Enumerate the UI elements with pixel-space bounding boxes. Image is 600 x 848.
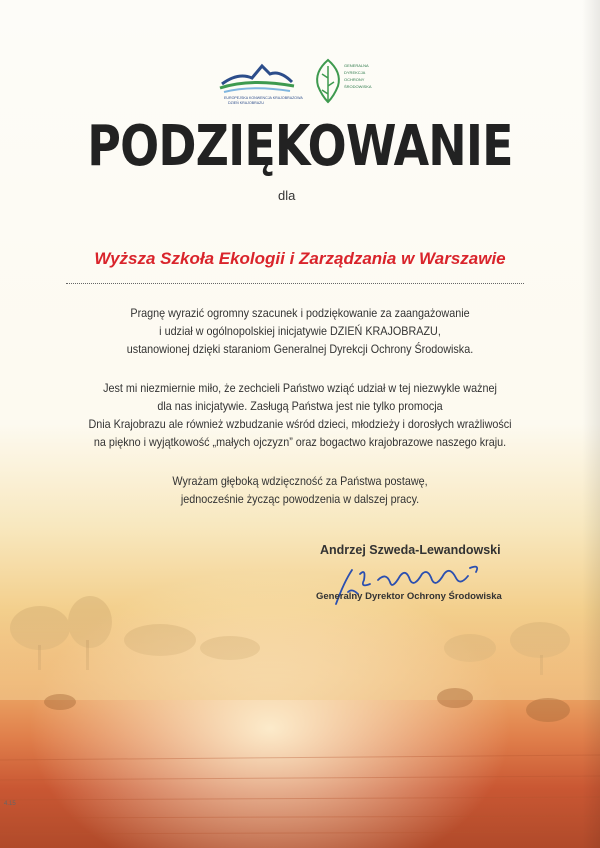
paragraph-3 [58, 473, 542, 509]
mountain-landscape-icon [220, 66, 294, 92]
recipient-name: Wyższa Szkoła Ekologii i Zarządzania w Warszawie [94, 249, 506, 268]
signer-name: Andrzej Szweda-Lewandowski [320, 543, 501, 557]
paragraph-line: jednocześnie życząc powodzenia w dalszej pracy. [180, 493, 420, 506]
leaf-icon [317, 60, 339, 102]
left-logo-line-1: EUROPEJSKA KONWENCJA KRAJOBRAZOWA [224, 96, 303, 100]
left-logo-line-2: DZIEŃ KRAJOBRAZU [228, 101, 264, 105]
right-logo-line-1: GENERALNA [344, 63, 369, 68]
handwritten-signature [330, 562, 490, 612]
right-logo-line-4: ŚRODOWISKA [344, 84, 372, 89]
margin-mark: 4.15 [4, 801, 16, 807]
paragraph-line: na piękno i wyjątkowość „małych ojczyzn” oraz bogactwo krajobrazowe naszego kraju. [93, 436, 507, 449]
paragraph-line: dla nas inicjatywie. Zasługą Państwa jest nie tylko promocja [157, 400, 443, 413]
paragraph-line: Jest mi niezmiernie miło, że zechcieli Państwo wziąć udział w tej niezwykle ważnej [103, 382, 497, 395]
signer-position: Generalny Dyrektor Ochrony Środowiska [316, 591, 502, 602]
subtitle-for: dla [278, 188, 296, 203]
paragraph-line: Pragnę wyrazić ogromny szacunek i podziękowanie za zaangażowanie [130, 307, 470, 320]
paragraph-line: ustanowionej dzięki staraniom Generalnej Dyrekcji Ochrony Środowiska. [126, 343, 474, 356]
paragraph-line: i udział w ogólnopolskiej inicjatywie DZIEŃ KRAJOBRAZU, [159, 325, 441, 338]
dotted-separator [66, 283, 524, 284]
right-logo-line-3: OCHRONY [344, 77, 365, 82]
page-title: PODZIĘKOWANIE [87, 114, 513, 179]
paragraph-line: Dnia Krajobrazu ale również wzbudzanie wśród dzieci, młodzieży i dorosłych wrażliwości [88, 418, 512, 431]
header-logos [0, 52, 600, 108]
scan-edge-shadow [582, 0, 600, 848]
paragraph-1 [58, 305, 542, 359]
paragraph-2 [58, 380, 542, 452]
paragraph-line: Wyrażam głęboką wdzięczność za Państwa postawę, [172, 475, 428, 488]
right-logo-line-2: DYREKCJA [344, 70, 366, 75]
